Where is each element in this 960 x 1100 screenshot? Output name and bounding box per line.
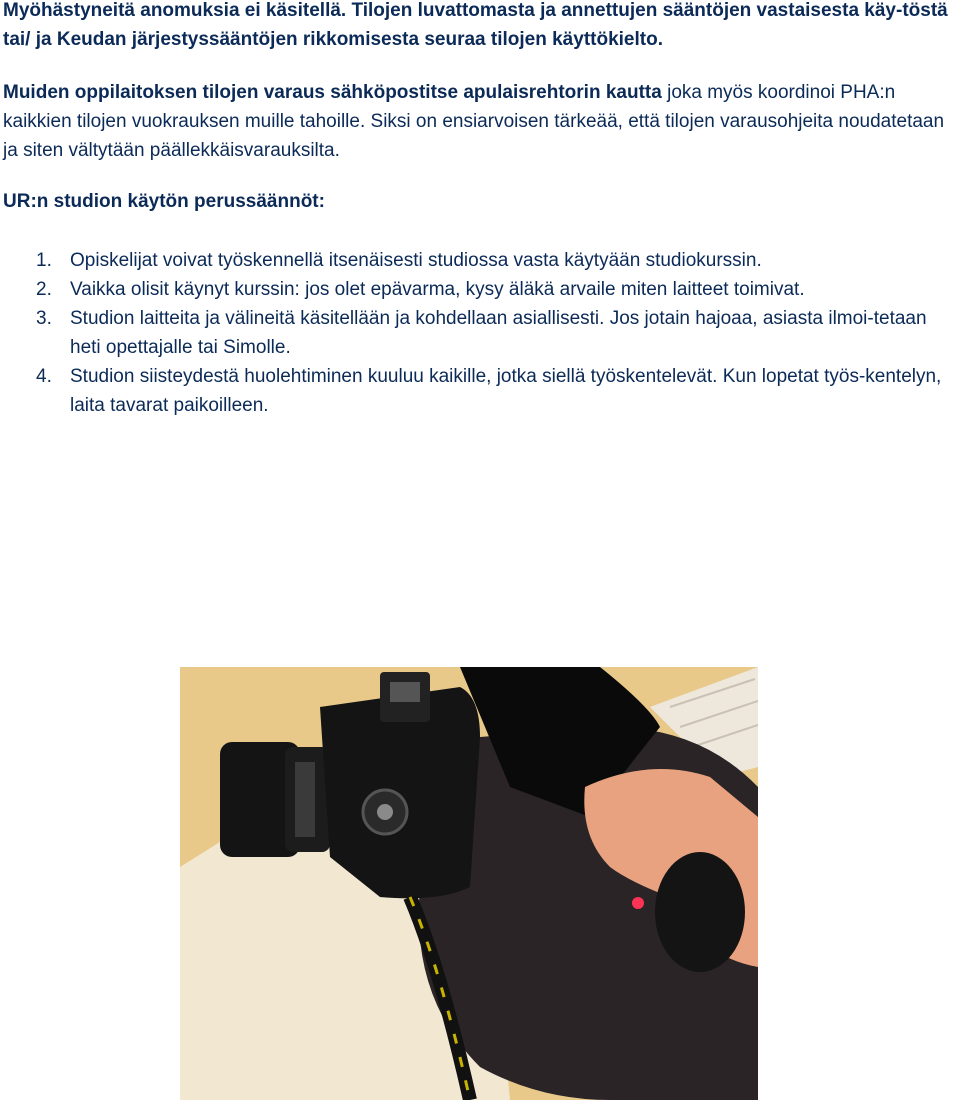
- booking-info-bold: Muiden oppilaitoksen tilojen varaus sähköpostitse apulaisrehtorin kautta: [3, 82, 662, 103]
- camera-photo-illustration: [180, 667, 758, 1100]
- list-item: [3, 246, 955, 275]
- studio-rules-list: [3, 246, 955, 420]
- list-item-number: 3.: [36, 308, 52, 329]
- studio-rules-heading: UR:n studion käytön perussäännöt:: [3, 191, 325, 212]
- mode-dial-center: [377, 804, 393, 820]
- list-item: [3, 362, 955, 420]
- list-item-text: Vaikka olisit käynyt kurssin: jos olet epävarma, kysy äläkä arvaile miten laitteet toimivat.: [70, 279, 805, 300]
- late-applications-paragraph: Myöhästyneitä anomuksia ei käsitellä. Tilojen luvattomasta ja annettujen sääntöjen vastaisesta käy-töstä tai/ ja Keudan järjestyssääntöjen rikkomisesta seuraa tilojen käyttökielto.: [3, 0, 948, 50]
- list-item-text: Studion siisteydestä huolehtiminen kuuluu kaikille, jotka siellä työskentelevät. Kun lopetat työs-kentelyn, laita tavarat paikoilleen.: [70, 366, 942, 416]
- list-item-number: 1.: [36, 250, 52, 271]
- list-item: [3, 275, 955, 304]
- computer-mouse: [655, 852, 745, 972]
- booking-info-paragraph: [3, 78, 955, 165]
- mouse-led: [632, 897, 644, 909]
- booking-info-rest: joka myös koordinoi PHA:n kaikkien tilojen vuokrauksen muille tahoille. Siksi on ensiarvoisen tärkeää, että tilojen varausohjeita noudatetaan ja siten vältytään päällekkäisvarauksilta.: [3, 82, 945, 161]
- list-item-text: Studion laitteita ja välineitä käsitellään ja kohdellaan asiallisesti. Jos jotain hajoaa, asiasta ilmoi-tetaan heti opettajalle tai Simolle.: [70, 308, 927, 358]
- list-item: [3, 304, 955, 362]
- list-item-number: 2.: [36, 279, 52, 300]
- list-item-text: Opiskelijat voivat työskennellä itsenäisesti studiossa vasta käytyään studiokurssin.: [70, 250, 762, 271]
- camera-photo: [180, 667, 758, 1100]
- list-item-number: 4.: [36, 366, 52, 387]
- top-lcd: [390, 682, 420, 702]
- lens-ring: [295, 762, 315, 837]
